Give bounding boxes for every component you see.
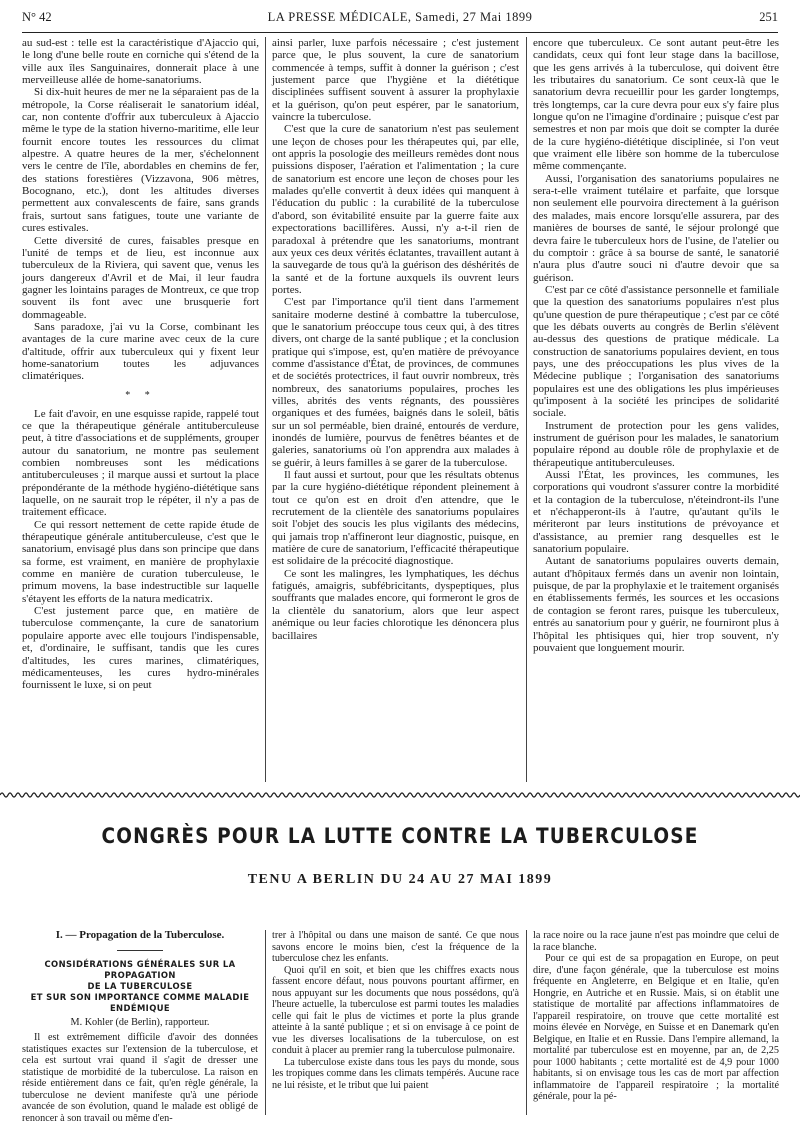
- paragraph: C'est justement parce que, en matière de tuberculose commençante, la cure de sanatorium populaire apporte avec elle toujours l'indispensable, et, d'ordinaire, le suffisant, tandis que les cures d'altitudes, les cures marines, climatériques, médicamenteuses, les cures hydro-minérales fournissent le luxe, si on peut: [22, 605, 259, 692]
- paragraph: C'est que la cure de sanatorium n'est pas seulement une leçon de choses pour les thérapeutes qui, par elle, ont appris la posologie des meilleurs remèdes dont nous puissions disposer, l'aération et l'alimentation ; la cure de sanatorium est encore une leçon de choses pour les malades qu'elle convertit à deux idées qui manquent à l'éducation du public : la curabilité de la tuberculose d'abord, son évitabilité ensuite par la guerre faite aux expectorations bacillifères. Aussi, n'y a-t-il rien de paradoxal à prétendre que les sanatoriums, montrant aux yeux ces deux vérités éclatantes, travaillent autant à la sauvegarde de tous qu'à la guérison des déshérités de la santé et de la fortune auxquels ils ouvrent leurs portes.: [272, 123, 519, 296]
- bottom-column-3: [533, 930, 779, 1115]
- top-column-3: [533, 37, 779, 787]
- page-header: [22, 10, 778, 30]
- wavy-divider: [0, 790, 800, 800]
- issue-number: N° 42: [22, 10, 52, 24]
- paragraph: Instrument de protection pour les gens valides, instrument de guérison pour les malades, le sanatorium populaire répond au double rôle de prophylaxie et de thérapeutique antituberculeuses.: [533, 419, 779, 469]
- paragraph: Quoi qu'il en soit, et bien que les chiffres exacts nous fassent encore défaut, nous pouvons pourtant affirmer, en nous appuyant sur les documents que nous possédons, qu'à l'heure actuelle, la tuberculose est parmi toutes les maladies celle qui fait le plus de victimes et porte la plus grande atteinte à la santé publique ; et si on envisage à ce point de vue les diverses localisations de la tuberculose, on est conduit à placer au premier rang la tuberculose pulmonaire.: [272, 964, 519, 1056]
- congress-title: CONGRÈS POUR LA LUTTE CONTRE LA TUBERCULOSE: [101, 824, 699, 848]
- paragraph: Cette diversité de cures, faisables presque en l'unité de temps et de lieu, est inconnue aux tuberculeux de la Riviera, qui savent que, venus les jours dangereux d'Avril et de Mai, il leur faudra gagner les lointains parages de Montreux, ce que trop souvent ils font avec une brusquerie fort dommageable.: [22, 234, 259, 321]
- paragraph: la race noire ou la race jaune n'est pas moindre que celui de la race blanche.: [533, 930, 779, 953]
- paragraph: Le fait d'avoir, en une esquisse rapide, rappelé tout ce que la thérapeutique générale antituberculeuse peut, à titre d'associations et de suppléments, grouper autour du sanatorium, ne montre pas seulement combien nombreuses sont les médications antituberculeuses ; il marque aussi et surtout la place prépondérante de la méthode hygiéno-diététique sans laquelle, on ne saurait trop le répéter, il n'y a pas de traitement efficace.: [22, 407, 259, 519]
- paragraph: Autant de sanatoriums populaires ouverts demain, autant d'hôpitaux fermés dans un avenir non lointain, puisque, de par la prophylaxie et le traitement organisés en établissements fermés, les sources et les occasions de contagion se feront rares, puisque les tuberculeux, entrés au sanatorium pour y guérir, ne fourniront plus à l'hôpital les phtisiques qui, hier trop souvent, n'y pouvaient que longuement mourir.: [533, 555, 779, 654]
- paragraph: Il faut aussi et surtout, pour que les résultats obtenus par la cure hygiéno-diététique répondent pleinement à tout ce qu'on est en droit d'en attendre, que le recrutement de la clientèle des sanatoriums populaires soit l'objet des soucis les plus vigilants des médecins, qui jamais trop n'affineront leur diagnostic, puisque, en matière de cure de sanatorium, l'efficacité thérapeutique est solidaire de la précocité diagnostique.: [272, 469, 519, 568]
- paragraph: Ce sont les malingres, les lymphatiques, les déchus fatigués, amaigris, subfébricitants, dyspeptiques, plus souffrants que malades encore, qui formeront le gros de la clientèle du sanatorium, alors que leur aspect anémique ou leur facies chlorotique les dénoncera plus bacillaires: [272, 567, 519, 642]
- paragraph: La tuberculose existe dans tous les pays du monde, sous les tropiques comme dans les climats tempérés. Aucune race ne lui résiste, et le tribut que lui paient: [272, 1056, 519, 1091]
- column-divider: [265, 930, 266, 1115]
- bottom-column-1: [22, 929, 258, 1124]
- section-rule: [117, 950, 163, 951]
- paragraph: ainsi parler, luxe parfois nécessaire ; c'est justement parce que, le plus souvent, la cure de sanatorium commencée à temps, suffit à donner la guérison ; c'est justement parce que l'hygiène et la diététique disciplinées suffisent souvent à assurer la prophylaxie et la guérison, qu'on peut espérer, par le sanatorium, vaincre la tuberculose.: [272, 37, 519, 124]
- column-divider: [526, 37, 527, 782]
- paragraph: Pour ce qui est de sa propagation en Europe, on peut dire, d'une façon générale, que la tuberculose est moins fréquente en Angleterre, en Belgique et en Italie, qu'en Hongrie, en Autriche et en Russie. Mais, si on établit une statistique de mortalité par affections inflammatoires de l'appareil respiratoire, on trouve que cette mortalité est moins élevée en Norvège, en Suisse et en Danemark qu'en Belgique, en Italie et en Russie. Dans l'empire allemand, la mortalité par tuberculose est en moyenne, par an, de 2,25 pour 1000 habitants ; cette mortalité est de 4,9 pour 1000 habitants, si on envisage tous les cas de mort par affection inflammatoire de l'appareil respiratoire ; la mortalité générale, pour la pé-: [533, 953, 779, 1102]
- header-rule: [22, 32, 778, 33]
- bottom-column-2: [272, 930, 519, 1115]
- column-divider: [526, 930, 527, 1115]
- top-column-1: [22, 37, 259, 787]
- paragraph: Si dix-huit heures de mer ne la séparaient pas de la métropole, la Corse réaliserait le sanatorium idéal, car, non contente d'offrir aux tuberculeux à Ajaccio même le type de la station hiverno-maritime, elle leur fournit encore toutes les ressources du climat alpestre. A quatre heures de la mer, s'échelonnent vers le centre de l'île, abordables en chemins de fer, des stations forestières (Vizzavona, 906 mètres, Bocognano, etc.), dont les altitudes diverses permettent aux convalescents de faire, sans grands frais, surtout sans fatigues, toute une variante de cures estivales.: [22, 86, 259, 235]
- paragraph: Aussi l'État, les provinces, les communes, les corporations qui voudront s'assurer contre la morbidité et la contagion de la tuberculose, n'éteindront-ils l'une et n'échapperont-ils à l'autre, qu'autant qu'ils le mériteront par leurs institutions de prévoyance et d'assistance, au premier rang desquelles est le sanatorium populaire.: [533, 469, 779, 556]
- page-number: 251: [759, 10, 778, 24]
- article-subheading-line: ET SUR SON IMPORTANCE COMME MALADIE ENDÉMIQUE: [30, 991, 250, 1013]
- section-separator: * *: [125, 389, 156, 401]
- paragraph: Il est extrêmement difficile d'avoir des données statistiques exactes sur l'extension de la tuberculose, et cela est surtout vrai quand il s'agit de dresser une statistique de morbidité de la tuberculose. La raison en réside entièrement dans ce fait, qu'en règle générale, la tuberculose ne devient manifeste qu'à une période avancée de son évolution, quand le malade est obligé de renoncer à son travail ou même d'en-: [22, 1032, 258, 1124]
- paragraph: trer à l'hôpital ou dans une maison de santé. Ce que nous savons encore le moins bien, c'est la fréquence de la tuberculose chez les enfants.: [272, 930, 519, 964]
- article-subheading-line: CONSIDÉRATIONS GÉNÉRALES SUR LA PROPAGATION: [44, 958, 236, 980]
- top-column-2: [272, 37, 519, 787]
- section-heading: I. — Propagation de la Tuberculose.: [55, 929, 225, 941]
- paragraph: C'est par ce côté d'assistance personnelle et familiale que la question des sanatoriums populaires n'est plus qu'une question de pure thérapeutique ; c'est par ce côté que les débats ouverts au congrès de Berlin s'élèvent au-dessus des questions de pratique médicale. La construction de sanatoriums populaires devient, en tous pays, une des préoccupations les plus vives de la Médecine publique ; l'organisation des sanatoriums populaires est une des obligations les plus impérieuses qu'imposent à la société les principes de solidarité sociale.: [533, 283, 779, 420]
- paragraph: Sans paradoxe, j'ai vu la Corse, combinant les avantages de la cure marine avec ceux de la cure d'altitude, offrir aux tuberculeux qui y fixent leur home-sanatorium toutes les adjuvances climatériques.: [22, 320, 259, 383]
- paragraph: Ce qui ressort nettement de cette rapide étude de thérapeutique générale antituberculeuse, c'est que le sanatorium, envisagé plus dans son principe que dans sa forme, est vraiment, en manière de prophylaxie comme en manière de curation tuberculeuse, le primum movens, la base indestructible sur laquelle s'étayent les efforts de la natura medicatrix.: [22, 518, 259, 605]
- journal-title: LA PRESSE MÉDICALE, Samedi, 27 Mai 1899: [267, 10, 533, 24]
- paragraph: C'est par l'importance qu'il tient dans l'armement sanitaire moderne destiné à combattre la tuberculose, que le sanatorium préoccupe tous ceux qui, à des titres divers, ont charge de la santé publique ; et la conclusion pratique qui s'impose, est, qu'en matière de prévoyance comme d'assistance d'État, de provinces, de communes et de sociétés protectrices, il faut ouvrir nombreux, très nombreux, des sanatoriums populaires, proches les villes, abrités des vents régnants, des poussières organiques et des fumées, baignés dans le soleil, bâtis sur un sol perméable, bien drainé, entourés de verdure, inondés de lumière, pourvus de fenêtres béantes et de galeries, sanatoriums où l'on apprendra aux malades à se guérir, à leurs familles à se garer de la tuberculose.: [272, 296, 519, 469]
- author-line: M. Kohler (de Berlin), rapporteur.: [70, 1016, 210, 1028]
- paragraph: Aussi, l'organisation des sanatoriums populaires ne sera-t-elle vraiment tutélaire et parfaite, que lorsque non seulement elle pourvoira directement à la guérison des malades, mais encore lorsqu'elle assurera, par des manières de bourses de santé, le séjour prolongé que devra faire le tuberculeux hors de l'usine, de l'atelier ou du comptoir : grâce à sa bourse de santé, le sanatorié n'aura plus d'autre souci ni d'autre devoir que sa guérison.: [533, 172, 779, 284]
- column-divider: [265, 37, 266, 782]
- congress-subtitle: TENU A BERLIN DU 24 AU 27 MAI 1899: [247, 872, 553, 887]
- article-subheading-line: DE LA TUBERCULOSE: [87, 980, 193, 991]
- paragraph: au sud-est : telle est la caractéristique d'Ajaccio qui, le long d'une belle route en corniche qui s'étend de la ville aux îles Sanguinaires, donnerait place à une merveilleuse allée de home-sanatoriums.: [22, 37, 259, 87]
- paragraph: encore que tuberculeux. Ce sont autant peut-être les candidats, ceux qui font leur stage dans la bacillose, que les gens arrivés à la tuberculose, qui doivent être les tributaires du sanatorium. Ce sont ceux-là que le sanatorium devra recueillir pour les garder longtemps, très longtemps, car la cure devra pour eux s'y faire plus longue qu'on ne l'imagine d'ordinaire ; puisque c'est par semestres et non par mois que doit se compter la durée de la cure hygiéno-diététique disciplinée, si l'on veut que vraiment elle libère son homme de la tuberculose même commençante.: [533, 37, 779, 173]
